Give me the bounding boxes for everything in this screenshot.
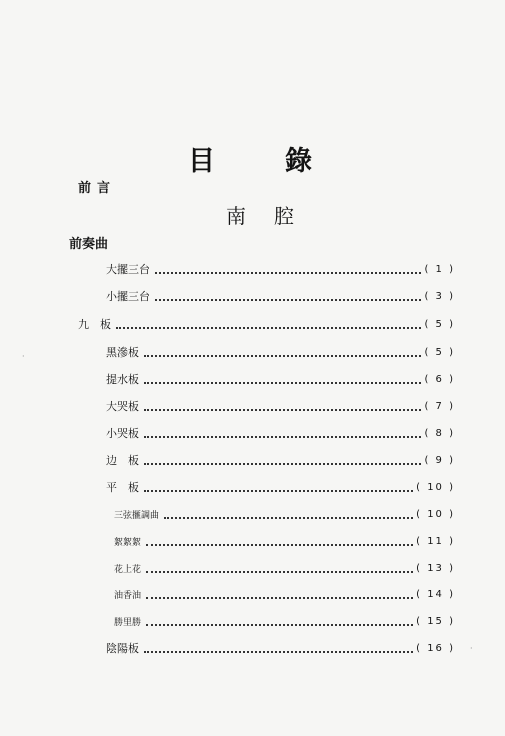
leader-dots — [146, 543, 413, 546]
entry-page: ( 9 ) — [424, 454, 455, 466]
leader-dots — [144, 408, 421, 411]
toc-entry — [114, 560, 455, 576]
leader-dots — [144, 435, 421, 438]
entry-label: 三弦擓調曲 — [114, 510, 160, 521]
toc-entry — [106, 344, 455, 360]
entry-label: 油香油 — [114, 590, 142, 601]
entry-label: 九 板 — [78, 318, 111, 331]
toc-entry — [114, 506, 455, 522]
leader-dots — [164, 516, 413, 519]
entry-label: 边 板 — [106, 454, 139, 467]
entry-page: ( 11 ) — [416, 535, 455, 547]
section-heading: 南腔 — [226, 204, 322, 228]
group-heading: 前奏曲 — [69, 237, 109, 252]
toc-entry — [114, 613, 455, 629]
toc-entry — [106, 288, 455, 304]
entry-label: 大哭板 — [106, 400, 139, 413]
entry-page: ( 8 ) — [424, 427, 455, 439]
entry-page: ( 10 ) — [416, 481, 455, 493]
leader-dots — [146, 596, 413, 599]
entry-label: 花上花 — [114, 564, 142, 575]
entry-page: ( 5 ) — [424, 318, 455, 330]
entry-label: 大擺三台 — [106, 263, 150, 276]
scan-speck: · — [470, 644, 473, 653]
leader-dots — [146, 623, 413, 626]
entry-page: ( 6 ) — [424, 373, 455, 385]
toc-entry — [106, 479, 455, 495]
toc-entry — [106, 640, 455, 656]
entry-page: ( 7 ) — [424, 400, 455, 412]
entry-label: 小擺三台 — [106, 290, 150, 303]
entry-page: ( 14 ) — [416, 588, 455, 600]
toc-entry — [114, 533, 455, 549]
toc-entry — [78, 316, 455, 332]
title-character-2: 錄 — [285, 146, 312, 177]
leader-dots — [155, 298, 421, 301]
entry-label: 黑滲板 — [106, 346, 139, 359]
entry-label: 陰陽板 — [106, 642, 139, 655]
toc-entry — [114, 586, 455, 602]
entry-label: 勝里勝 — [114, 617, 142, 628]
leader-dots — [155, 271, 421, 274]
preface-heading: 前言 — [78, 181, 117, 196]
entry-page: ( 10 ) — [416, 508, 455, 520]
entry-page: ( 3 ) — [424, 290, 455, 302]
entry-label: 小哭板 — [106, 427, 139, 440]
toc-entry — [106, 371, 455, 387]
leader-dots — [144, 381, 421, 384]
leader-dots — [144, 462, 421, 465]
toc-entry — [106, 261, 455, 277]
toc-entry — [106, 398, 455, 414]
toc-entry — [106, 452, 455, 468]
entry-page: ( 13 ) — [416, 562, 455, 574]
entry-label: 絮絮絮 — [114, 537, 142, 548]
leader-dots — [146, 570, 413, 573]
title-character-1: 目 — [188, 146, 215, 177]
toc-entry — [106, 425, 455, 441]
leader-dots — [144, 650, 413, 653]
entry-label: 平 板 — [106, 481, 139, 494]
leader-dots — [116, 326, 421, 329]
entry-page: ( 5 ) — [424, 346, 455, 358]
entry-page: ( 1 ) — [424, 263, 455, 275]
entry-label: 提水板 — [106, 373, 139, 386]
leader-dots — [144, 354, 421, 357]
entry-page: ( 15 ) — [416, 615, 455, 627]
entry-page: ( 16 ) — [416, 642, 455, 654]
leader-dots — [144, 489, 413, 492]
scan-speck: · — [22, 352, 25, 361]
